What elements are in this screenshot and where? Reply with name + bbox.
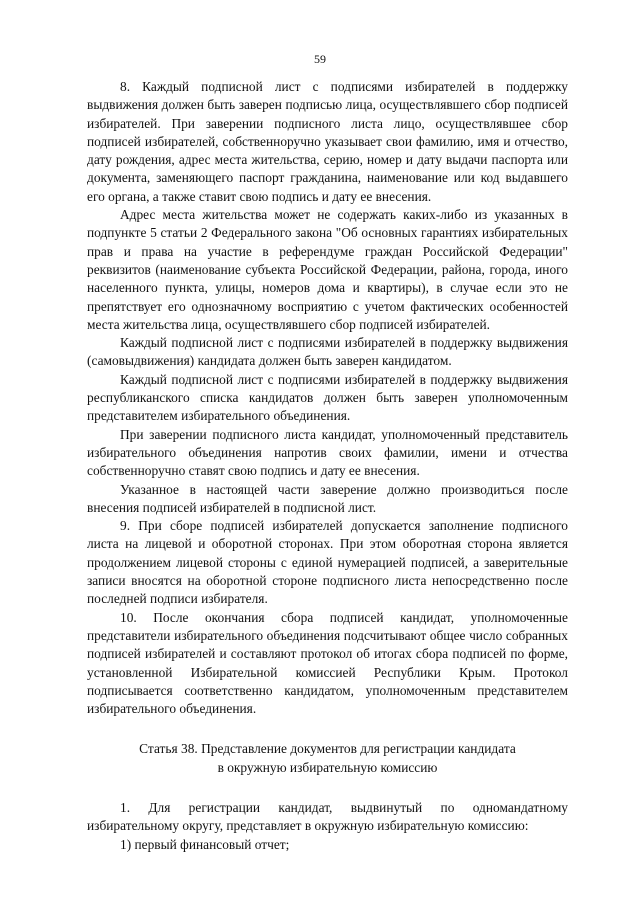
paragraph-signature: При заверении подписного листа кандидат, уполномоченный представитель избирательного объединения напротив своих фамилии, имени и отчества собственноручно ставят свою подпись и дату ее внесения. [87, 426, 568, 479]
paragraph-article-38-1-1: 1) первый финансовый отчет; [120, 836, 290, 852]
document-body [87, 78, 568, 854]
article-heading-line-1: Статья 38. Представление документов для регистрации кандидата [139, 741, 516, 757]
paragraph-10: 10. После окончания сбора подписей кандидат, уполномоченные представители избирательного объединения подсчитывают общее число собранных подписей избирателей и составляют протокол об итогах сбора подписей по форме, установленной Избирательной комиссией Республики Крым. Протокол подписывается соответственно кандидатом, уполномоченным представителем избирательного объединения. [87, 609, 568, 717]
paragraph-address: Адрес места жительства может не содержать каких-либо из указанных в подпункте 5 статьи 2 Федерального закона "Об основных гарантиях избирательных прав и права на участие в референдуме граждан Российской Федерации" реквизитов (наименование субъекта Российской Федерации, района, города, иного населенного пункта, улицы, номеров дома и квартиры), в случае если это не препятствует его однозначному восприятию с учетом фактических особенностей места жительства лица, осуществлявшего сбор подписей избирателей. [87, 207, 568, 332]
page-number: 59 [314, 52, 326, 66]
paragraph-after-signatures: Указанное в настоящей части заверение должно производиться после внесения подписей избирателей в подписной лист. [87, 481, 568, 515]
paragraph-list-certify: Каждый подписной лист с подписями избирателей в поддержку выдвижения республиканского списка кандидатов должен быть заверен уполномоченным представителем избирательного объединения. [87, 371, 568, 424]
paragraph-candidate-certify: Каждый подписной лист с подписями избирателей в поддержку выдвижения (самовыдвижения) кандидата должен быть заверен кандидатом. [87, 335, 568, 369]
article-heading-line-2: в окружную избирательную комиссию [217, 759, 438, 775]
paragraph-9: 9. При сборе подписей избирателей допускается заполнение подписного листа на лицевой и оборотной сторонах. При этом оборотная сторона является продолжением лицевой стороны с единой нумерацией подписей, а заверительные записи вносятся на оборотной стороне подписного листа непосредственно после последней подписи избирателя. [87, 518, 568, 607]
paragraph-article-38-1: 1. Для регистрации кандидат, выдвинутый по одномандатному избирательному округу, представляет в окружную избирательную комиссию: [87, 799, 568, 834]
paragraph-8: 8. Каждый подписной лист с подписями избирателей в поддержку выдвижения должен быть заверен подписью лица, осуществлявшего сбор подписей избирателей. При заверении подписного листа лицо, осуществлявшее сбор подписей избирателей, собственноручно указывает свои фамилию, имя и отчество, дату рождения, адрес места жительства, серию, номер и дату выдачи паспорта или документа, заменяющего паспорт гражданина, наименование или код выдавшего его органа, а также ставит свою подпись и дату ее внесения. [87, 79, 568, 204]
article-38-heading [87, 740, 568, 777]
